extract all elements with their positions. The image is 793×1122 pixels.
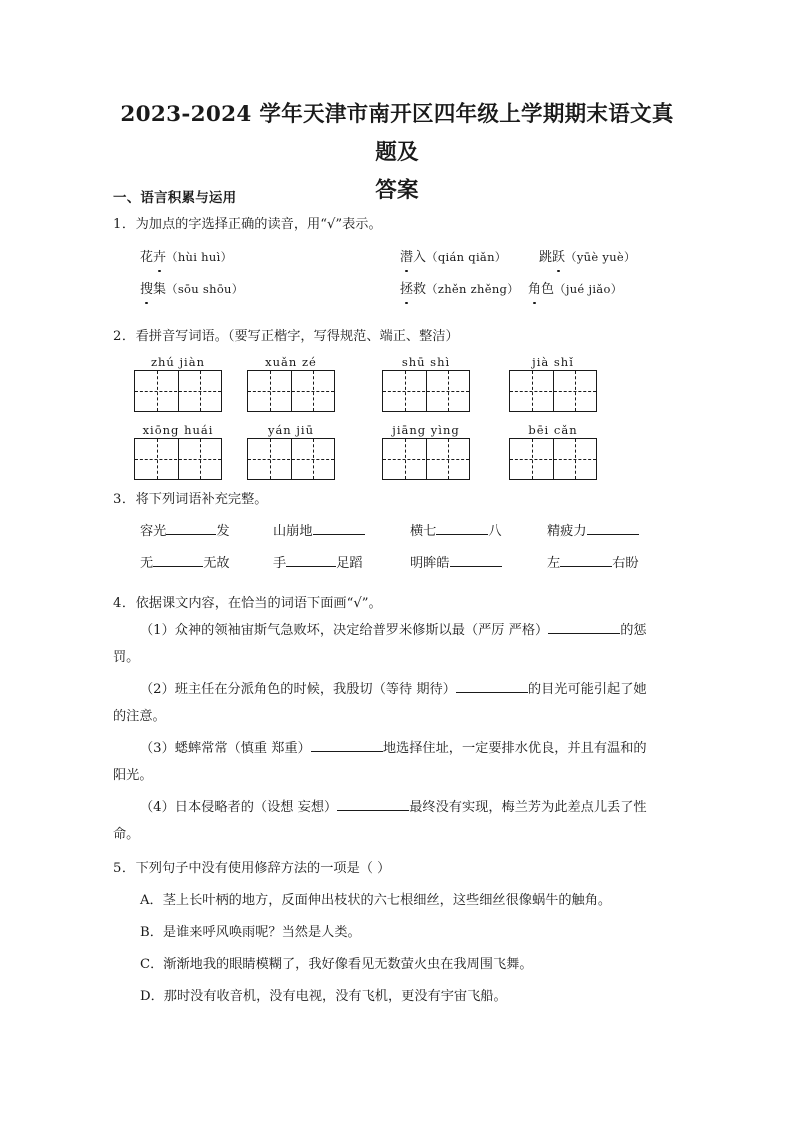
question-2-grid-1-pinyin: zhú jiàn xyxy=(150,355,206,369)
grid-horizontal-dash xyxy=(248,391,334,392)
question-5-option-b[interactable]: B．是谁来呼风唤雨呢？当然是人类。 xyxy=(140,925,361,940)
question-2-grid-6[interactable] xyxy=(247,422,335,480)
question-4-number: 4． xyxy=(113,596,136,611)
question-2-grid-4-pinyin: jià shǐ xyxy=(532,355,574,369)
question-5-option-c[interactable]: C．渐渐地我的眼睛模糊了，我好像看见无数萤火虫在我周围飞舞。 xyxy=(140,957,533,972)
question-4 xyxy=(113,593,693,842)
q3-idiom-4-pre: 精疲力 xyxy=(547,524,587,539)
question-2-stem xyxy=(113,326,693,348)
question-3-idiom-3[interactable] xyxy=(410,521,502,543)
q3-idiom-5-post: 无故 xyxy=(203,556,230,571)
grid-vertical-dash-left xyxy=(532,439,533,479)
q1-item-4-dotted-char: 搜 xyxy=(140,279,153,301)
q3-idiom-3-post: 八 xyxy=(488,524,502,539)
question-3-number: 3． xyxy=(113,492,136,507)
tianzige-box-5[interactable] xyxy=(134,438,222,480)
question-4-item-1-line-2: 罚。 xyxy=(113,650,140,665)
grid-vertical-dash-right xyxy=(313,371,314,411)
q3-idiom-5-blank[interactable] xyxy=(153,553,203,567)
question-4-item-4-line-1[interactable] xyxy=(140,797,647,819)
question-5-number: 5． xyxy=(113,861,136,876)
q4-item-3-blank[interactable] xyxy=(311,738,383,752)
tianzige-box-2[interactable] xyxy=(247,370,335,412)
q1-item-5-dotted-char: 拯 xyxy=(400,279,413,301)
grid-horizontal-dash xyxy=(510,391,596,392)
question-2-grid-6-pinyin: yán jiū xyxy=(267,423,315,437)
question-2-grid-8[interactable] xyxy=(509,422,597,480)
question-1-row-2 xyxy=(113,278,693,300)
section-heading: 一、语言积累与运用 xyxy=(113,190,237,206)
grid-vertical-dash-right xyxy=(200,371,201,411)
page-title-line-1: 2023-2024 学年天津市南开区四年级上学期期末语文真题及 xyxy=(120,102,674,165)
tianzige-box-4[interactable] xyxy=(509,370,597,412)
grid-vertical-dash-right xyxy=(200,439,201,479)
grid-vertical-dash-right xyxy=(313,439,314,479)
tianzige-box-3[interactable] xyxy=(382,370,470,412)
question-2-grid-7[interactable] xyxy=(382,422,470,480)
question-3 xyxy=(113,489,693,571)
question-3-idiom-4[interactable] xyxy=(547,521,639,543)
grid-vertical-dash-left xyxy=(405,371,406,411)
grid-horizontal-dash xyxy=(383,459,469,460)
question-3-idiom-5[interactable] xyxy=(140,553,230,575)
q1-item-6-post: 色 xyxy=(541,282,555,297)
question-4-item-4-line-2: 命。 xyxy=(113,827,140,842)
question-2-grid-2[interactable] xyxy=(247,354,335,412)
q3-idiom-1-blank[interactable] xyxy=(166,521,216,535)
question-3-idiom-8[interactable] xyxy=(547,553,639,575)
question-3-row-2 xyxy=(113,553,693,575)
question-1-text: 为加点的字选择正确的读音，用“√”表示。 xyxy=(135,217,382,232)
grid-vertical-dash-right xyxy=(575,439,576,479)
q1-item-2-dotted-char: 潜 xyxy=(400,247,413,269)
grid-vertical-dash-left xyxy=(532,371,533,411)
question-2-grid-8-pinyin: bēi cǎn xyxy=(528,423,578,437)
q1-item-3-pinyin[interactable]: （yūè yuè） xyxy=(565,250,636,264)
question-1-number: 1． xyxy=(113,217,136,232)
question-4-item-3-line-2: 阳光。 xyxy=(113,768,153,783)
q4-item-1-text-a: （1）众神的领袖宙斯气急败坏，决定给普罗米修斯以最（严厉 严格） xyxy=(140,623,549,638)
question-1-item-2[interactable] xyxy=(400,246,507,269)
q3-idiom-1-pre: 容光 xyxy=(140,524,167,539)
q4-item-2-blank[interactable] xyxy=(456,679,528,693)
grid-horizontal-dash xyxy=(383,391,469,392)
question-4-text: 依据课文内容，在恰当的词语下面画“√”。 xyxy=(135,596,382,611)
q4-item-3-text-b: 地选择住址，一定要排水优良，并且有温和的 xyxy=(382,741,647,756)
question-1-item-3[interactable] xyxy=(539,246,636,269)
question-4-item-3-line-1[interactable] xyxy=(140,738,647,760)
question-5 xyxy=(113,858,693,1004)
question-5-stem xyxy=(113,858,693,880)
question-2-grid-4[interactable] xyxy=(509,354,597,412)
question-3-text: 将下列词语补充完整。 xyxy=(135,492,268,507)
q1-item-4-post: 集 xyxy=(153,282,167,297)
q3-idiom-6-post: 足蹈 xyxy=(336,556,363,571)
question-4-item-2-line-2: 的注意。 xyxy=(113,709,166,724)
question-2-grid-1[interactable] xyxy=(134,354,222,412)
q4-item-2-text-b: 的目光可能引起了她 xyxy=(527,682,647,697)
q3-idiom-8-post: 右盼 xyxy=(612,556,639,571)
q1-item-6-dotted-char: 角 xyxy=(528,279,541,301)
q4-item-4-text-a: （4）日本侵略者的（设想 妄想） xyxy=(140,800,338,815)
q1-item-4-pinyin[interactable]: （sōu shōu） xyxy=(166,282,244,296)
question-2-grid-3-pinyin: shū shì xyxy=(401,355,451,369)
question-5-option-d[interactable]: D．那时没有收音机，没有电视，没有飞机，更没有宇宙飞船。 xyxy=(140,989,507,1004)
question-2-grid-5-pinyin: xiōng huái xyxy=(142,423,214,437)
question-1-item-4[interactable] xyxy=(140,278,244,301)
q3-idiom-7-pre: 明眸皓 xyxy=(410,556,450,571)
q3-idiom-3-blank[interactable] xyxy=(436,521,488,535)
question-1-stem xyxy=(113,214,693,236)
question-4-item-1-line-1[interactable] xyxy=(140,620,647,642)
grid-vertical-dash-left xyxy=(157,439,158,479)
question-2-text: 看拼音写词语。（要写正楷字，写得规范、端正、整洁） xyxy=(135,329,459,344)
grid-vertical-dash-left xyxy=(270,439,271,479)
q1-item-3-pre: 跳 xyxy=(539,250,553,265)
question-3-idiom-6[interactable] xyxy=(273,553,363,575)
grid-vertical-dash-right xyxy=(448,439,449,479)
q3-idiom-5-pre: 无 xyxy=(140,556,154,571)
question-3-row-1 xyxy=(113,521,693,543)
q3-idiom-2-blank[interactable] xyxy=(313,521,365,535)
grid-vertical-dash-left xyxy=(270,371,271,411)
question-4-stem xyxy=(113,593,693,615)
question-2-number: 2． xyxy=(113,329,136,344)
question-2-grid-2-pinyin: xuǎn zé xyxy=(265,355,317,369)
q3-idiom-7-blank[interactable] xyxy=(450,553,502,567)
question-5-option-a[interactable]: A．茎上长叶柄的地方，反面伸出枝状的六七根细丝，这些细丝很像蜗牛的触角。 xyxy=(140,893,612,908)
q4-item-1-text-b: 的惩 xyxy=(620,623,647,638)
tianzige-box-1[interactable] xyxy=(134,370,222,412)
q4-item-1-blank[interactable] xyxy=(548,620,620,634)
q1-item-3-dotted-char: 跃 xyxy=(552,247,565,269)
q3-idiom-3-pre: 横七 xyxy=(410,524,437,539)
question-3-stem xyxy=(113,489,693,511)
grid-vertical-dash-right xyxy=(575,371,576,411)
grid-vertical-dash-left xyxy=(157,371,158,411)
grid-horizontal-dash xyxy=(248,459,334,460)
q1-item-2-pinyin[interactable]: （qián qiǎn） xyxy=(426,250,507,264)
question-1 xyxy=(113,214,693,297)
question-1-row-1 xyxy=(113,246,693,268)
page-title-line-2: 答案 xyxy=(375,178,419,203)
question-2-grid-7-pinyin: jiāng yìng xyxy=(392,423,460,437)
grid-vertical-dash-right xyxy=(448,371,449,411)
question-1-item-5[interactable] xyxy=(400,278,519,301)
question-5-text: 下列句子中没有使用修辞方法的一项是（ ） xyxy=(135,861,391,876)
q1-item-1-pinyin[interactable]: （hùi huì） xyxy=(166,250,233,264)
question-2-grid-5[interactable] xyxy=(134,422,222,480)
q3-idiom-6-pre: 手 xyxy=(273,556,287,571)
grid-horizontal-dash xyxy=(135,391,221,392)
q4-item-3-text-a: （3）蟋蟀常常（慎重 郑重） xyxy=(140,741,311,756)
question-1-item-1[interactable] xyxy=(140,246,232,269)
q4-item-4-blank[interactable] xyxy=(337,797,409,811)
question-1-item-6[interactable] xyxy=(528,278,623,301)
q3-idiom-6-blank[interactable] xyxy=(286,553,336,567)
q1-item-2-post: 入 xyxy=(413,250,427,265)
q1-item-1-dotted-char: 卉 xyxy=(153,247,166,269)
tianzige-box-7[interactable] xyxy=(382,438,470,480)
q1-item-1-pre: 花 xyxy=(140,250,154,265)
question-4-item-2-line-1[interactable] xyxy=(140,679,647,701)
question-3-idiom-7[interactable] xyxy=(410,553,502,575)
question-3-idiom-2[interactable] xyxy=(273,521,365,543)
question-3-idiom-1[interactable] xyxy=(140,521,230,543)
grid-horizontal-dash xyxy=(135,459,221,460)
q3-idiom-8-blank[interactable] xyxy=(560,553,612,567)
grid-vertical-dash-left xyxy=(405,439,406,479)
q3-idiom-1-post: 发 xyxy=(216,524,230,539)
tianzige-box-8[interactable] xyxy=(509,438,597,480)
q1-item-5-post: 救 xyxy=(413,282,427,297)
q3-idiom-2-pre: 山崩地 xyxy=(273,524,313,539)
q4-item-2-text-a: （2）班主任在分派角色的时候，我殷切（等待 期待） xyxy=(140,682,456,697)
question-2-grid-3[interactable] xyxy=(382,354,470,412)
tianzige-box-6[interactable] xyxy=(247,438,335,480)
q3-idiom-4-blank[interactable] xyxy=(587,521,639,535)
q1-item-5-pinyin[interactable]: （zhěn zhěng） xyxy=(426,282,520,296)
question-2 xyxy=(113,326,693,437)
grid-horizontal-dash xyxy=(510,459,596,460)
q4-item-4-text-b: 最终没有实现，梅兰芳为此差点儿丢了性 xyxy=(409,800,647,815)
q1-item-6-pinyin[interactable]: （jué jiǎo） xyxy=(554,282,623,296)
q3-idiom-8-pre: 左 xyxy=(547,556,561,571)
